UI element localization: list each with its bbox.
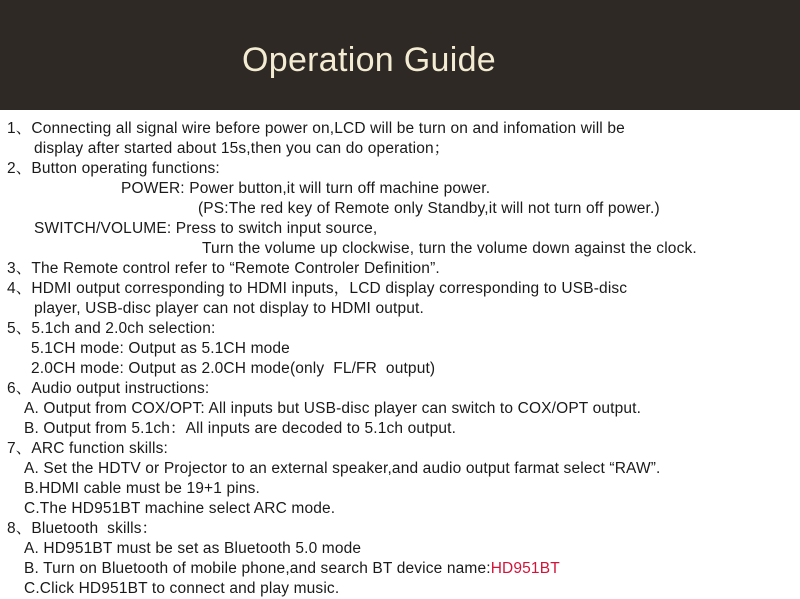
guide-line: 7、ARC function skills: [7, 440, 168, 457]
guide-line: B.HDMI cable must be 19+1 pins. [24, 480, 260, 497]
page-title: Operation Guide [242, 41, 496, 79]
guide-line: 2.0CH mode: Output as 2.0CH mode(only FL/FR output) [31, 360, 436, 377]
guide-line: SWITCH/VOLUME: Press to switch input source, [34, 220, 378, 237]
guide-line: 5.1CH mode: Output as 5.1CH mode [31, 340, 290, 357]
guide-line: Turn the volume up clockwise, turn the volume down against the clock. [202, 240, 697, 257]
guide-line: 8、Bluetooth skills： [7, 520, 158, 537]
guide-line: 3、The Remote control refer to “Remote Controler Definition”. [7, 260, 440, 277]
guide-line: 6、Audio output instructions: [7, 380, 210, 397]
header-banner [0, 0, 800, 110]
guide-line: C.The HD951BT machine select ARC mode. [24, 500, 336, 517]
guide-line: POWER: Power button,it will turn off machine power. [121, 180, 491, 197]
guide-line: A. Output from COX/OPT: All inputs but USB-disc player can switch to COX/OPT output. [24, 400, 642, 417]
guide-line-bt-search [24, 559, 560, 579]
guide-line: B. Output from 5.1ch：All inputs are decoded to 5.1ch output. [24, 420, 457, 437]
guide-line: 5、5.1ch and 2.0ch selection: [7, 320, 216, 337]
guide-line: (PS:The red key of Remote only Standby,it will not turn off power.) [198, 200, 660, 217]
guide-line: C.Click HD951BT to connect and play music. [24, 580, 340, 597]
bt-device-name: HD951BT [490, 560, 560, 577]
guide-line: 1、Connecting all signal wire before power on,LCD will be turn on and infomation will be [7, 120, 625, 137]
guide-line: player, USB-disc player can not display to HDMI output. [34, 300, 424, 317]
guide-line: A. Set the HDTV or Projector to an external speaker,and audio output farmat select “RAW”. [24, 460, 661, 477]
guide-line: 2、Button operating functions: [7, 160, 220, 177]
guide-line: display after started about 15s,then you can do operation； [34, 140, 450, 157]
guide-line: 4、HDMI output corresponding to HDMI inputs，LCD display corresponding to USB-disc [7, 280, 628, 297]
guide-line-text: B. Turn on Bluetooth of mobile phone,and search BT device name: [24, 560, 491, 577]
guide-line: A. HD951BT must be set as Bluetooth 5.0 mode [24, 540, 362, 557]
